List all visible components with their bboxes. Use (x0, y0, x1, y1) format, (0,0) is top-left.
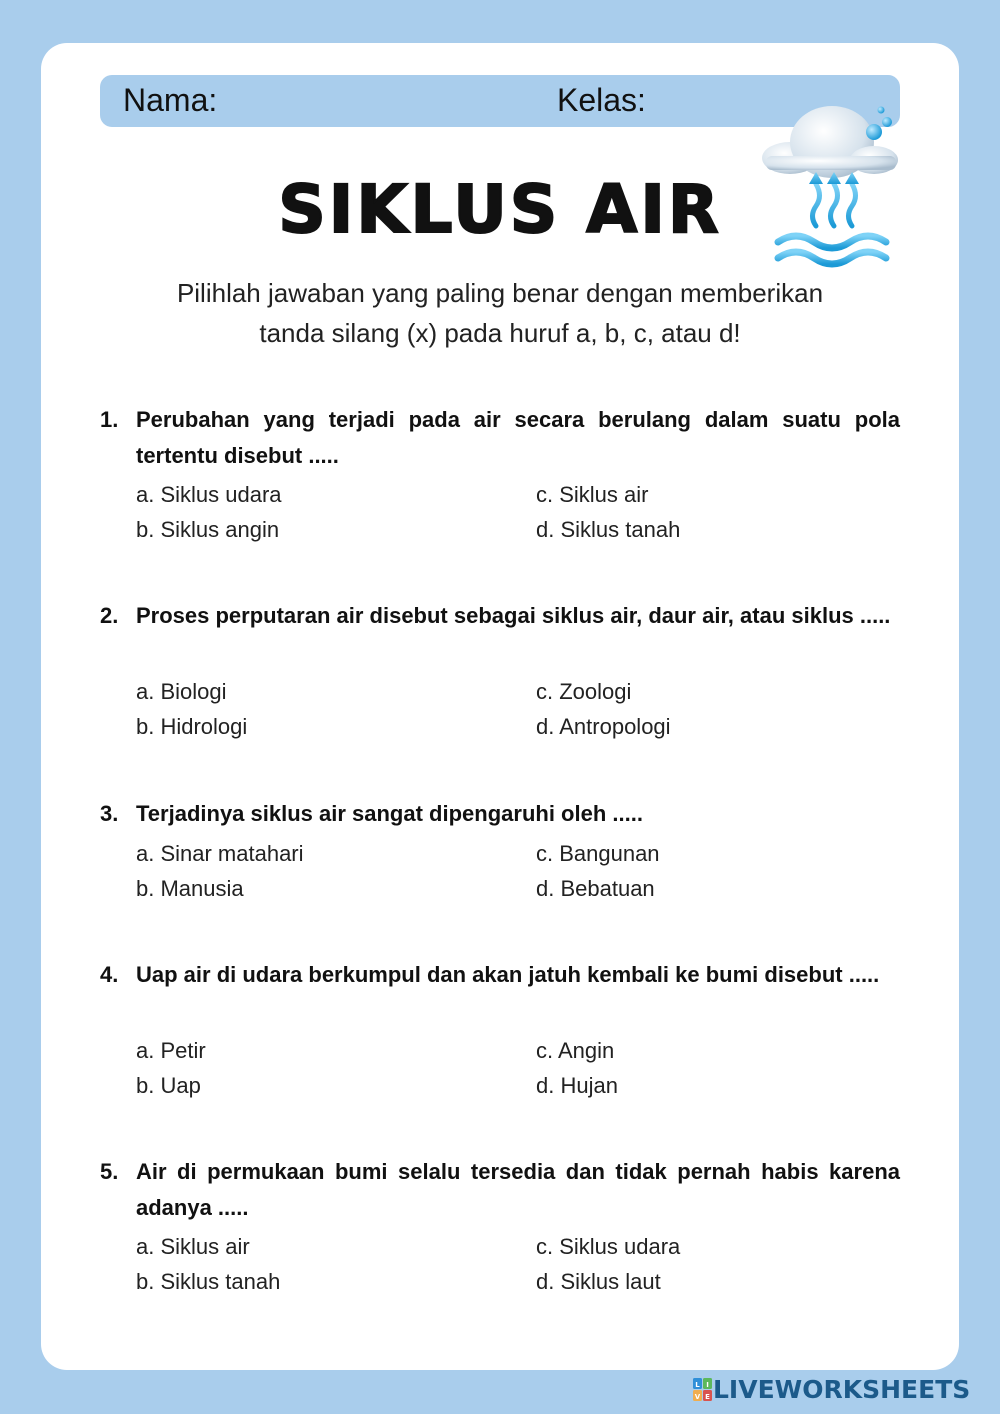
option-c[interactable]: c. Bangunan (536, 841, 660, 866)
question-text: Terjadinya siklus air sangat dipengaruhi oleh ..... (136, 801, 643, 826)
question-number: 2. (100, 603, 119, 628)
option-d[interactable]: d. Hujan (536, 1073, 618, 1098)
instructions (100, 273, 900, 353)
option-b[interactable]: b. Hidrologi (136, 714, 248, 739)
option-a[interactable]: a. Petir (136, 1038, 206, 1063)
option-b[interactable]: b. Siklus tanah (136, 1269, 281, 1294)
class-label: Kelas: (557, 82, 646, 118)
option-a[interactable]: a. Siklus udara (136, 482, 282, 507)
logo-squares-icon (693, 1378, 713, 1402)
brand-name: LIVEWORKSHEETS (713, 1375, 971, 1404)
option-b[interactable]: b. Manusia (136, 876, 244, 901)
name-label: Nama: (123, 82, 218, 118)
option-c[interactable]: c. Zoologi (536, 679, 632, 704)
option-a[interactable]: a. Siklus air (136, 1234, 250, 1259)
option-d[interactable]: d. Siklus laut (536, 1269, 661, 1294)
question-text: Air di permukaan bumi selalu tersedia dan tidak pernah habis karena adanya ..... (136, 1159, 900, 1220)
logo-letter-l: L (695, 1381, 700, 1389)
logo-letter-e: E (705, 1393, 710, 1401)
instruction-line-2: tanda silang (x) pada huruf a, b, c, atau d! (259, 318, 741, 348)
option-c[interactable]: c. Siklus udara (536, 1234, 681, 1259)
logo-letter-i: I (706, 1381, 709, 1389)
option-d[interactable]: d. Antropologi (536, 714, 671, 739)
option-a[interactable]: a. Biologi (136, 679, 227, 704)
instruction-line-1: Pilihlah jawaban yang paling benar dengan memberikan (176, 278, 824, 308)
question-text: Perubahan yang terjadi pada air secara berulang dalam suatu pola tertentu disebut ..... (136, 407, 900, 468)
option-b[interactable]: b. Uap (136, 1073, 201, 1098)
option-c[interactable]: c. Angin (536, 1038, 615, 1063)
option-a[interactable]: a. Sinar matahari (136, 841, 304, 866)
question-text: Proses perputaran air disebut sebagai siklus air, daur air, atau siklus ..... (136, 603, 891, 628)
question-number: 3. (100, 801, 119, 826)
question-number: 5. (100, 1159, 119, 1184)
option-d[interactable]: d. Bebatuan (536, 876, 655, 901)
question-number: 1. (100, 407, 119, 432)
question-text: Uap air di udara berkumpul dan akan jatuh kembali ke bumi disebut ..... (136, 962, 880, 987)
option-b[interactable]: b. Siklus angin (136, 517, 280, 542)
logo-letter-v: V (694, 1393, 701, 1401)
page-title: SIKLUS AIR (278, 171, 722, 248)
option-c[interactable]: c. Siklus air (536, 482, 649, 507)
option-d[interactable]: d. Siklus tanah (536, 517, 681, 542)
question-number: 4. (100, 962, 119, 987)
evaporation-cloud-icon (758, 100, 898, 270)
